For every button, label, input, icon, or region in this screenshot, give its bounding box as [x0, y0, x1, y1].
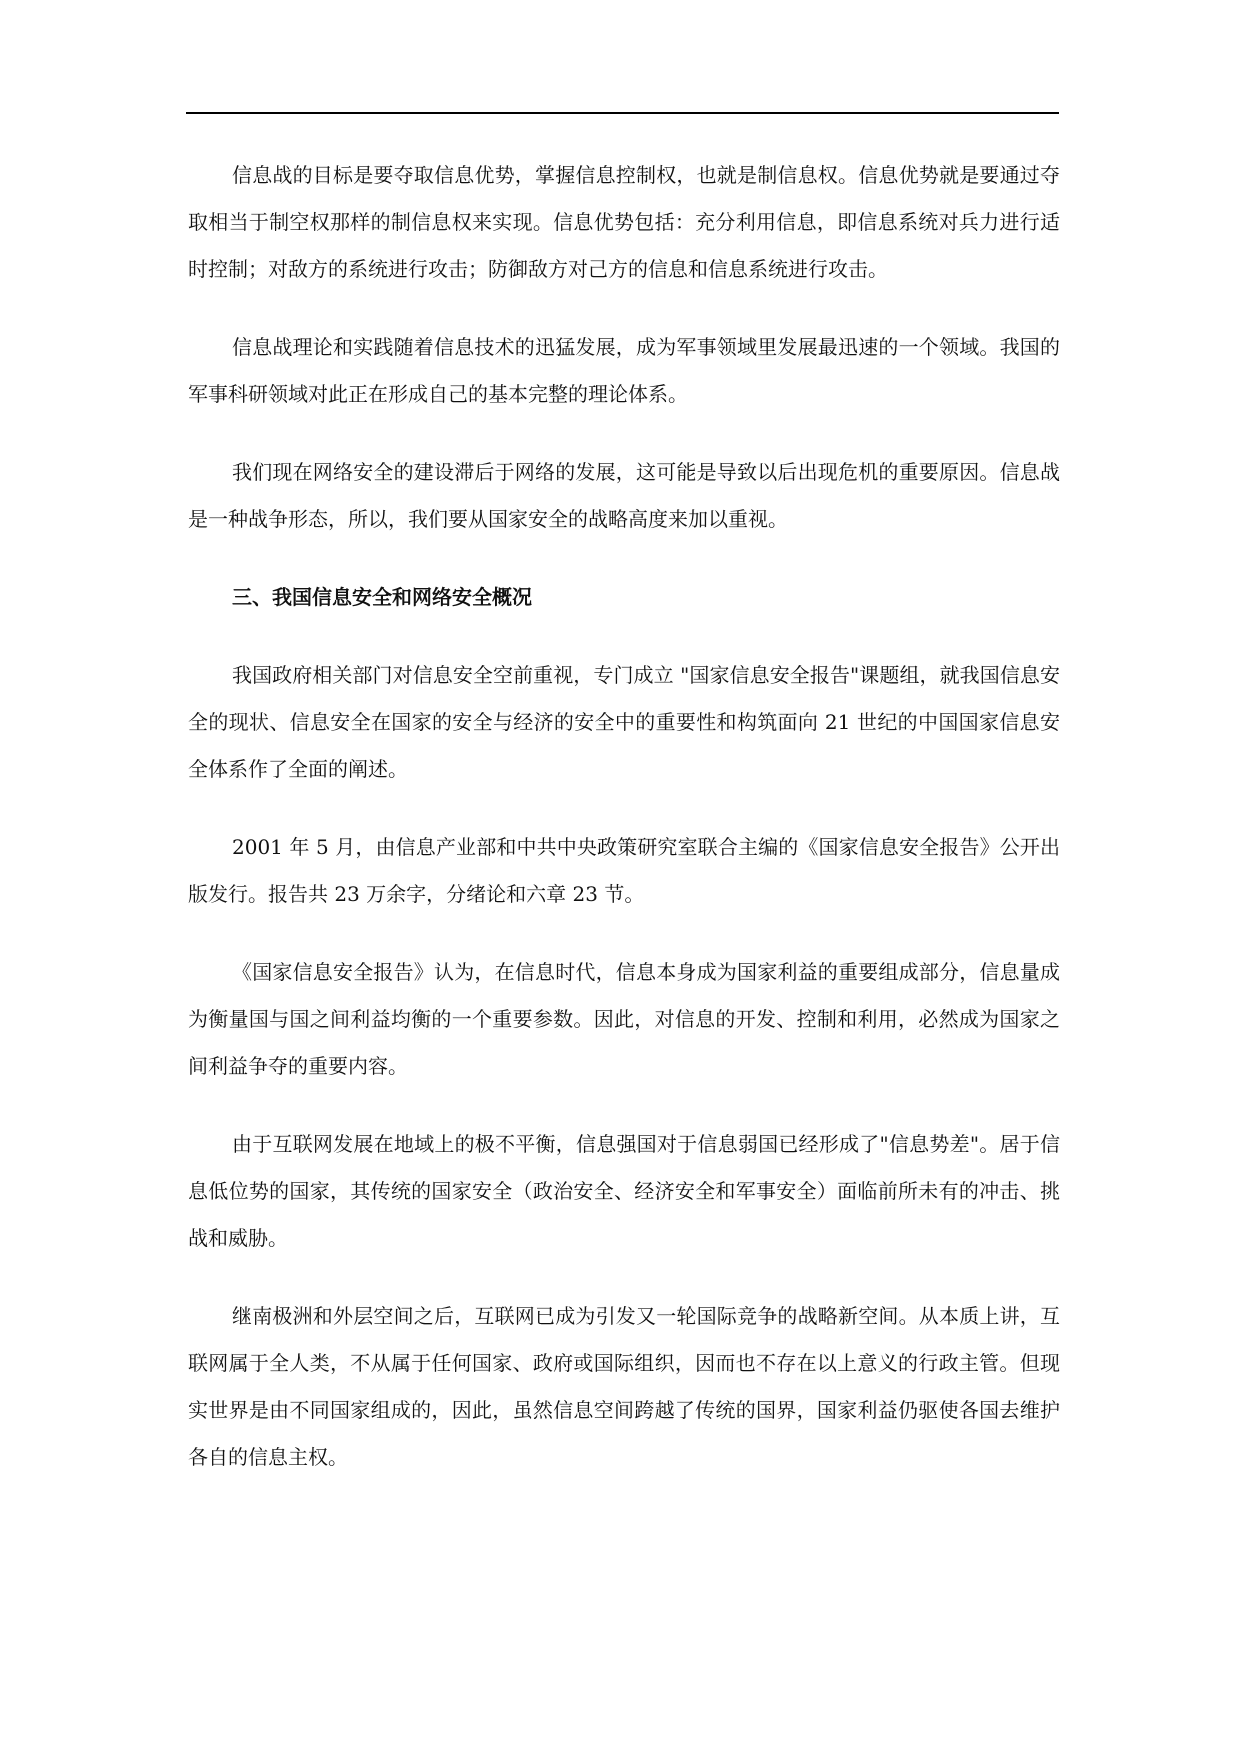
- document-body: [188, 152, 1060, 1512]
- header-rule: [186, 112, 1059, 114]
- paragraph-network-security-lag: 我们现在网络安全的建设滞后于网络的发展，这可能是导致以后出现危机的重要原因。信息战是一种战争形态，所以，我们要从国家安全的战略高度来加以重视。: [188, 460, 1060, 531]
- section-heading: 三、我国信息安全和网络安全概况: [232, 585, 532, 609]
- paragraph-internet-strategic-space: 继南极洲和外层空间之后，互联网已成为引发又一轮国际竞争的战略新空间。从本质上讲，互联网属于全人类，不从属于任何国家、政府或国际组织，因而也不存在以上意义的行政主管。但现实世界是由不同国家组成的，因此，虽然信息空间跨越了传统的国界，国家利益仍驱使各国去维护各自的信息主权。: [188, 1304, 1060, 1469]
- paragraph-information-gap: 由于互联网发展在地域上的极不平衡，信息强国对于信息弱国已经形成了"信息势差"。居于信息低位势的国家，其传统的国家安全（政治安全、经济安全和军事安全）面临前所未有的冲击、挑战和威胁。: [188, 1132, 1060, 1250]
- paragraph-information-warfare-theory: 信息战理论和实践随着信息技术的迅猛发展，成为军事领域里发展最迅速的一个领域。我国的军事科研领域对此正在形成自己的基本完整的理论体系。: [188, 335, 1060, 406]
- paragraph-report-view: 《国家信息安全报告》认为，在信息时代，信息本身成为国家利益的重要组成部分，信息量成为衡量国与国之间利益均衡的一个重要参数。因此，对信息的开发、控制和利用，必然成为国家之间利益争夺的重要内容。: [188, 960, 1060, 1078]
- paragraph-information-warfare-goal: 信息战的目标是要夺取信息优势，掌握信息控制权，也就是制信息权。信息优势就是要通过夺取相当于制空权那样的制信息权来实现。信息优势包括：充分利用信息，即信息系统对兵力进行适时控制；对敌方的系统进行攻击；防御敌方对己方的信息和信息系统进行攻击。: [188, 163, 1060, 281]
- paragraph-report-publication: 2001 年 5 月，由信息产业部和中共中央政策研究室联合主编的《国家信息安全报告》公开出版发行。报告共 23 万余字，分绪论和六章 23 节。: [188, 835, 1060, 906]
- paragraph-government-attention: 我国政府相关部门对信息安全空前重视，专门成立 "国家信息安全报告"课题组，就我国信息安全的现状、信息安全在国家的安全与经济的安全中的重要性和构筑面向 21 世纪的中国国家信息安全体系作了全面的阐述。: [188, 663, 1060, 781]
